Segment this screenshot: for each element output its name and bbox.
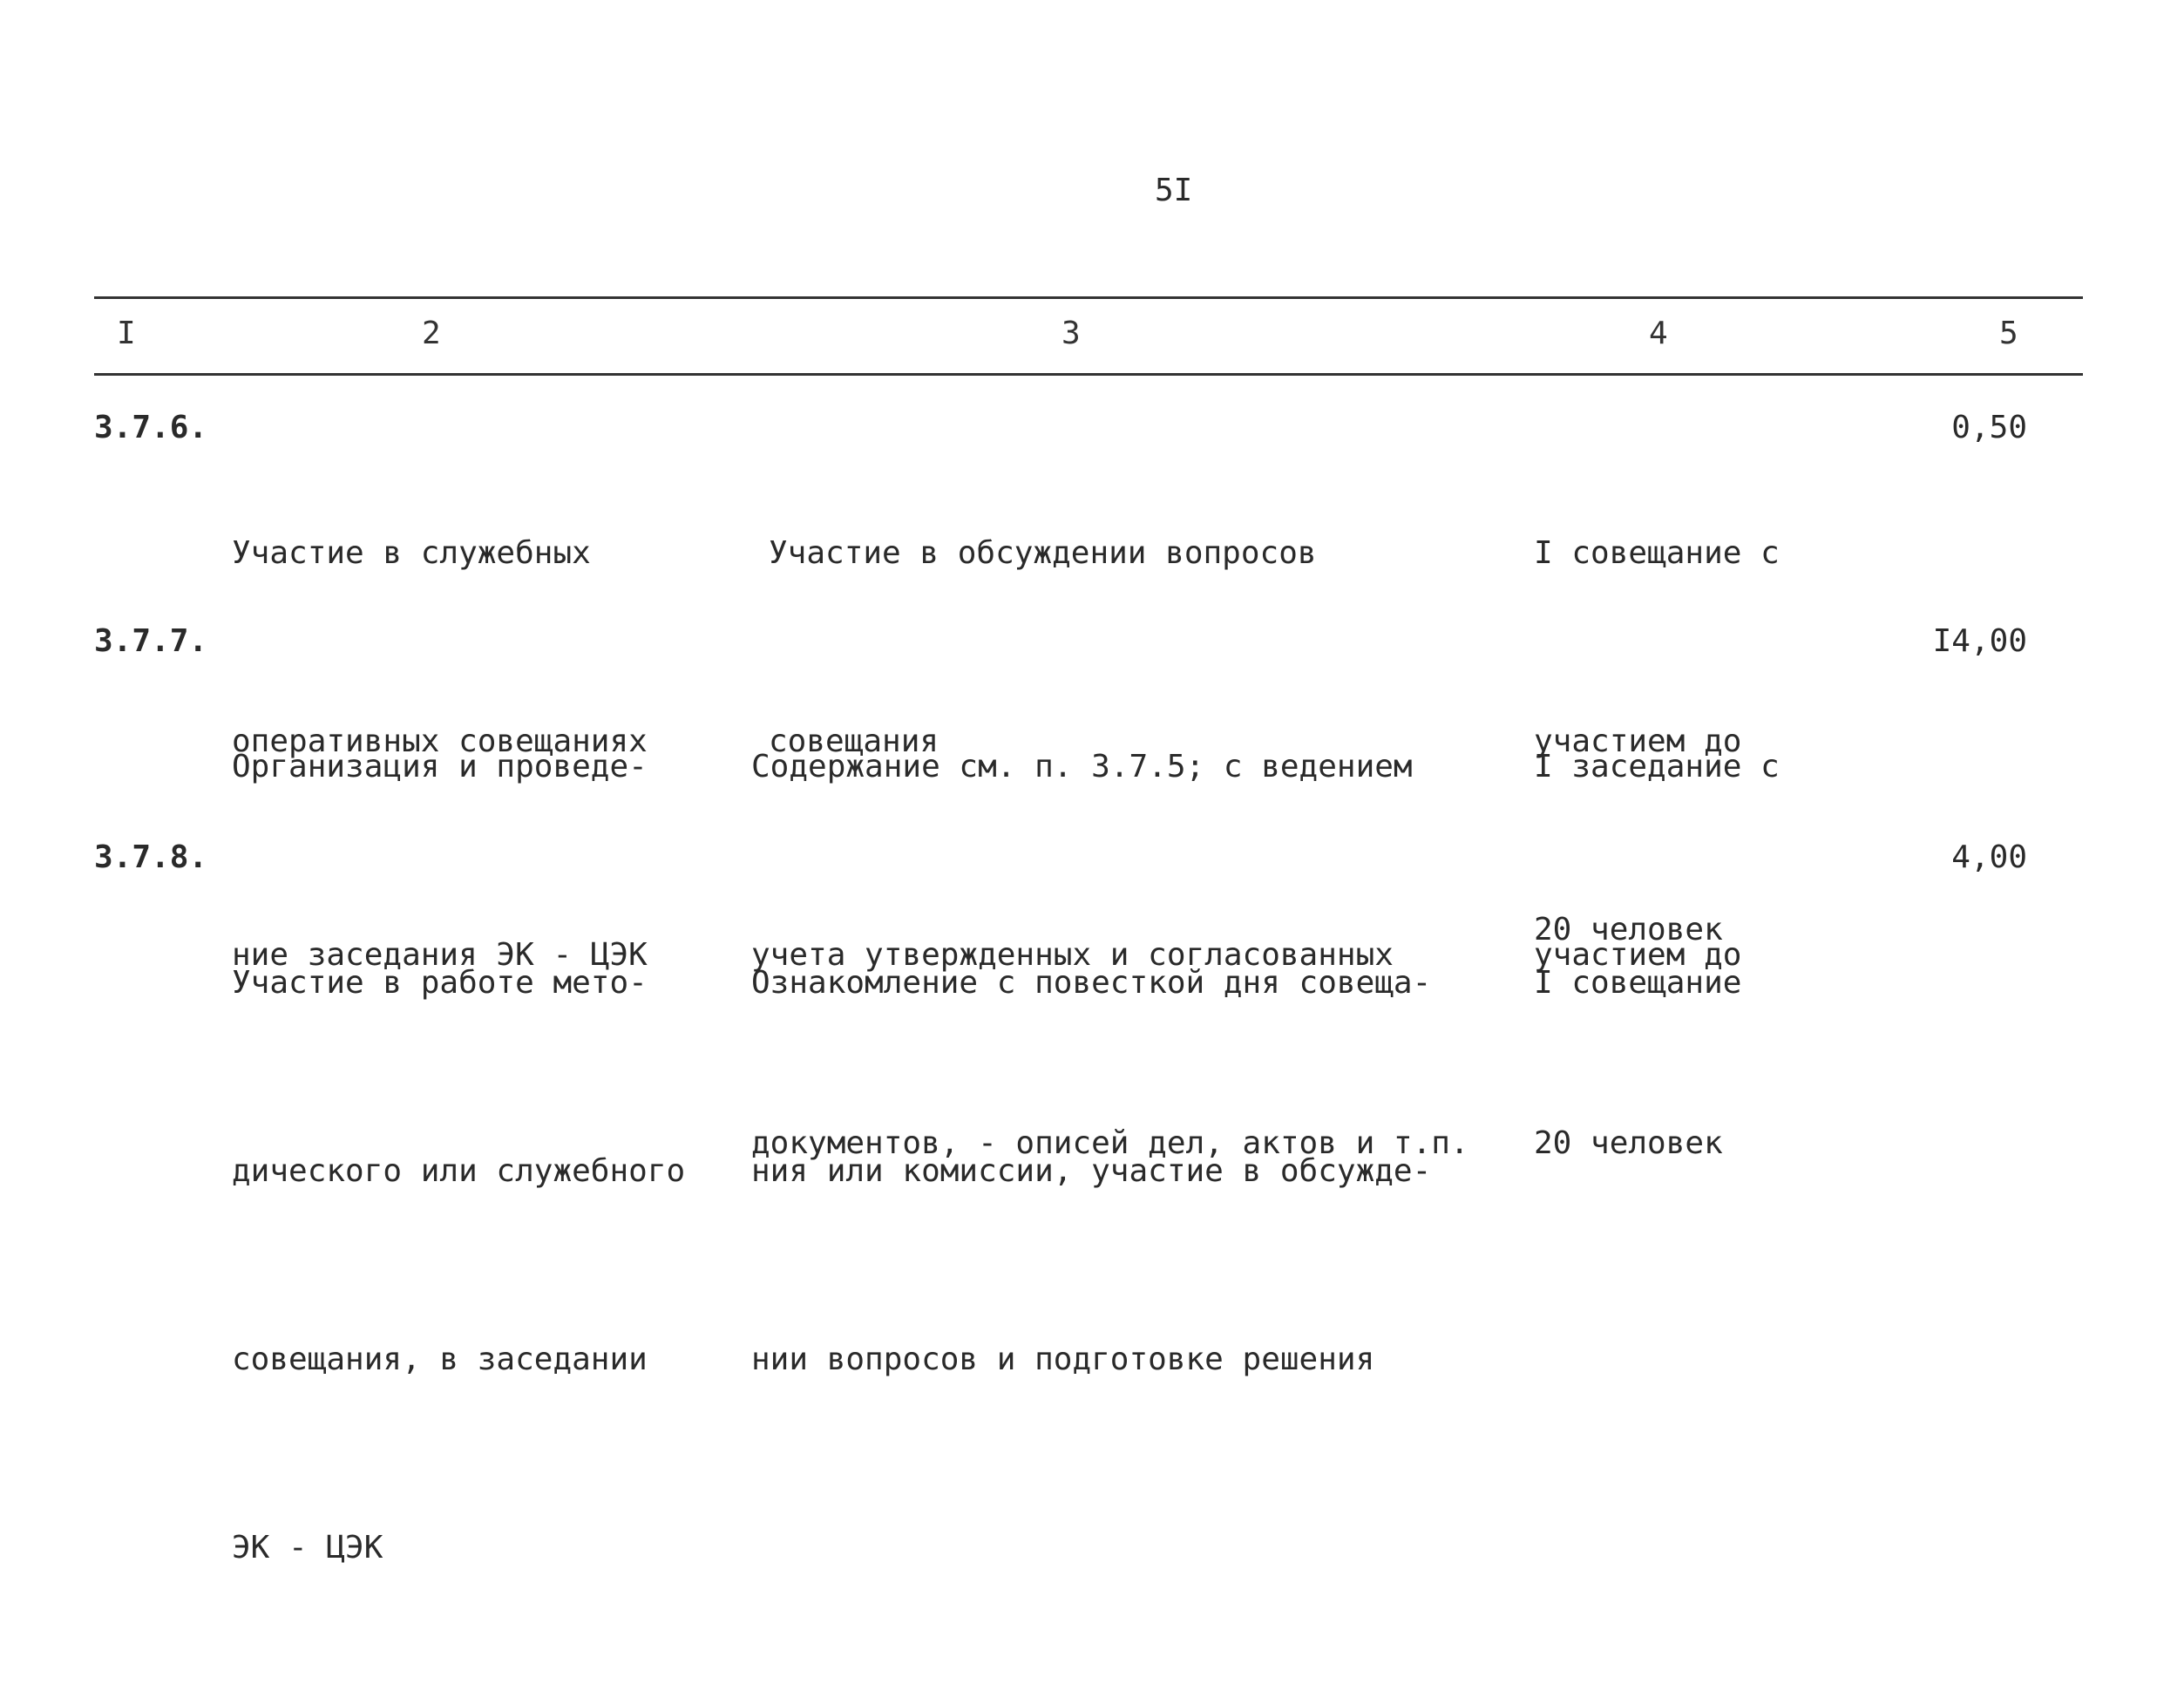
row-name: Организация и проведе- ние заседания ЭК - ЦЭК <box>232 749 648 973</box>
row-unit: I заседание с участием до 20 человек <box>1534 749 1780 1161</box>
row-code: 3.7.7. <box>94 623 208 659</box>
row-norm: I4,00 <box>1932 623 2027 659</box>
row-norm: 0,50 <box>1951 410 2027 445</box>
column-header-1: I <box>117 316 136 351</box>
table-header-rule <box>94 373 2083 376</box>
table-top-rule <box>94 296 2083 299</box>
row-code: 3.7.8. <box>94 839 208 875</box>
row-unit: I совещание с участием до 20 человек <box>1534 535 1780 948</box>
row-name: Участие в работе мето- дического или служебного совещания, в заседании ЭК - ЦЭК <box>232 965 686 1566</box>
column-header-5: 5 <box>1999 316 2018 351</box>
row-content: Участие в обсуждении вопросов совещания <box>769 535 1317 759</box>
column-header-4: 4 <box>1649 316 1668 351</box>
column-header-3: 3 <box>1061 316 1081 351</box>
row-content: Содержание см. п. 3.7.5; с ведением учета утвержденных и согласованных документов, - описей дел, актов и т.п. <box>751 749 1469 1161</box>
row-content: Ознакомление с повесткой дня совеща- ния или комиссии, участие в обсужде- нии вопросов и подготовке решения <box>751 965 1432 1377</box>
page-number: 5I <box>1155 173 1193 208</box>
row-code: 3.7.6. <box>94 410 208 445</box>
column-header-2: 2 <box>422 316 441 351</box>
row-norm: 4,00 <box>1951 839 2027 875</box>
row-unit: I совещание <box>1534 965 1742 1001</box>
row-name: Участие в служебных оперативных совещаниях <box>232 535 648 759</box>
